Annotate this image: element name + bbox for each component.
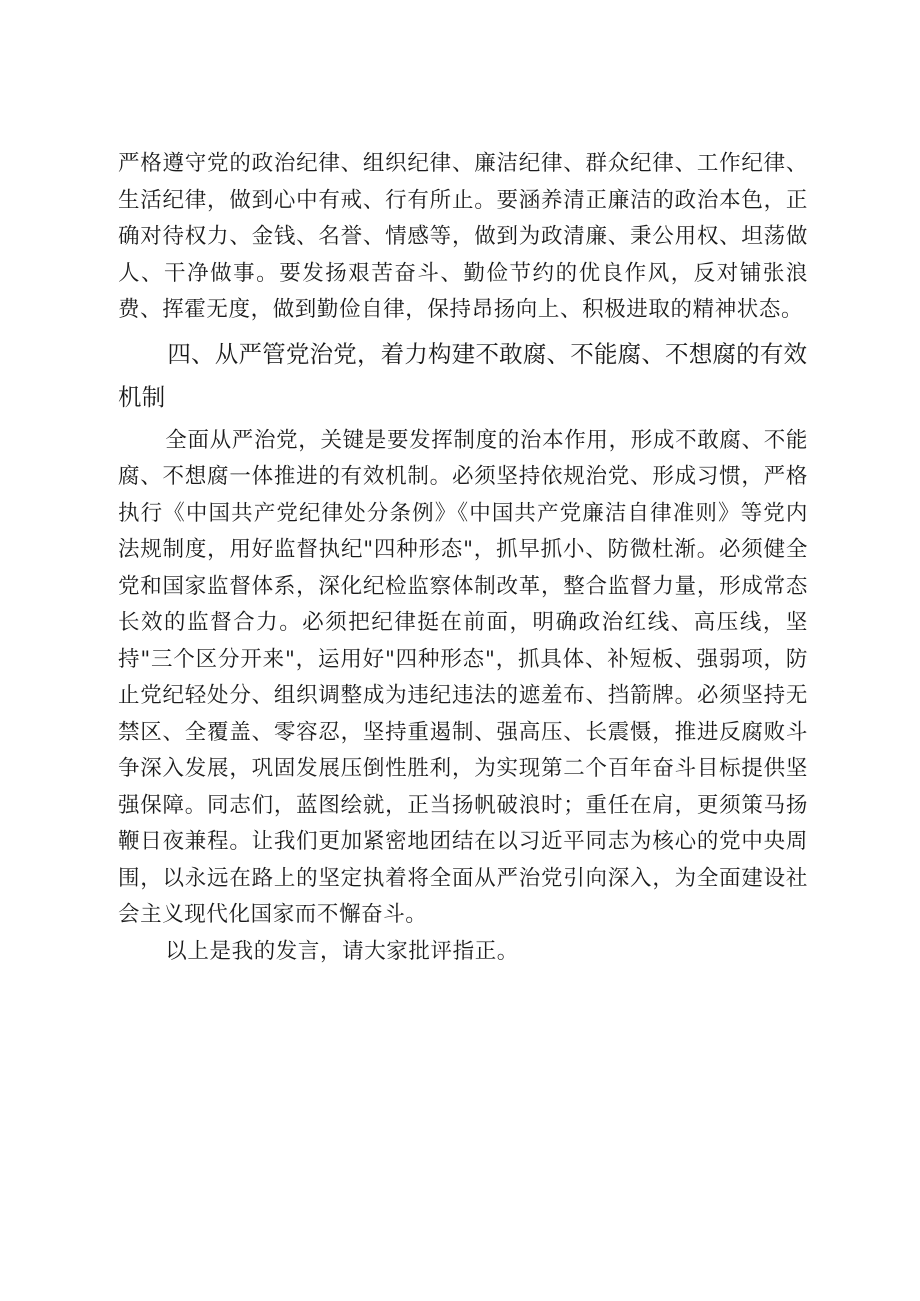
section-paragraph: 全面从严治党，关键是要发挥制度的治本作用，形成不敢腐、不能腐、不想腐一体推进的有效机制。必须坚持依规治党、形成习惯，严格执行《中国共产党纪律处分条例》《中国共产党廉洁自律准则》等党内法规制度，用好监督执纪"四种形态"，抓早抓小、防微杜渐。必须健全党和国家监督体系，深化纪检监察体制改革，整合监督力量，形成常态长效的监督合力。必须把纪律挺在前面，明确政治红线、高压线，坚持"三个区分开来"，运用好"四种形态"，抓具体、补短板、强弱项，防止党纪轻处分、组织调整成为违纪违法的遮羞布、挡箭牌。必须坚持无禁区、全覆盖、零容忍，坚持重遏制、强高压、长震慑，推进反腐败斗争深入发展，巩固发展压倒性胜利，为实现第二个百年奋斗目标提供坚强保障。同志们，蓝图绘就，正当扬帆破浪时；重任在肩，更须策马扬鞭日夜兼程。让我们更加紧密地团结在以习近平同志为核心的党中央周围，以永远在路上的坚定执着将全面从严治党引向深入，为全面建设社会主义现代化国家而不懈奋斗。 xyxy=(118,427,808,927)
paragraph-continued: 严格遵守党的政治纪律、组织纪律、廉洁纪律、群众纪律、工作纪律、生活纪律，做到心中有戒、行有所止。要涵养清正廉洁的政治本色，正确对待权力、金钱、名誉、情感等，做到为政清廉、秉公用权、坦荡做人、干净做事。要发扬艰苦奋斗、勤俭节约的优良作风，反对铺张浪费、挥霍无度，做到勤俭自律，保持昂扬向上、积极进取的精神状态。 xyxy=(118,151,808,322)
document-body xyxy=(118,146,808,970)
section-heading: 四、从严管党治党，着力构建不敢腐、不能腐、不想腐的有效机制 xyxy=(118,339,808,411)
closing-paragraph: 以上是我的发言，请大家批评指正。 xyxy=(165,938,519,964)
